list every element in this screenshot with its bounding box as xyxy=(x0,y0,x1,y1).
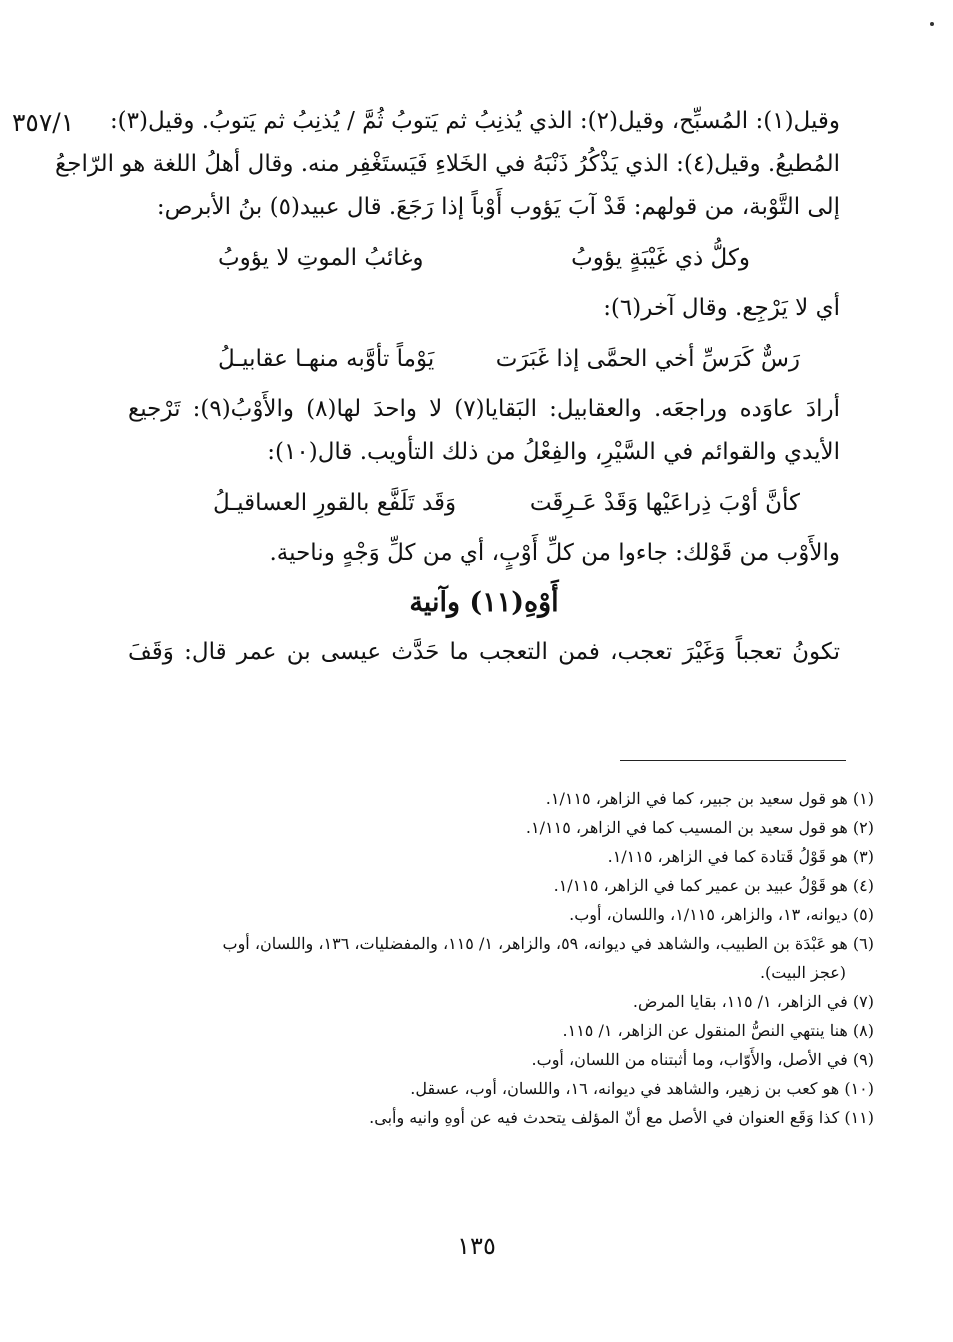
section-heading: أَوْهِ(١١) وآنية xyxy=(409,587,559,618)
footnote: (٥) ديوانه، ١٣، والزاهر، ١/١١٥، واللسان، أوب. xyxy=(569,905,874,924)
footnote: (١١) كذا وَقَع العنوان في الأصل مع أنّ المؤلف يتحدث فيه عن أوهِ وانيه وأبى. xyxy=(369,1108,874,1127)
verse-first-hemistich: وكلُّ ذي غَيْبَةٍ يؤوبُ xyxy=(571,245,750,271)
verse-second-hemistich: يَوْماً تأوَّبه منهـا عقابيـلُ xyxy=(218,346,435,372)
verse-second-hemistich: وغائبُ الموتِ لا يؤوبُ xyxy=(218,245,424,271)
footnote: (١) هو قول سعيد بن جبير، كما في الزاهر، ١/١١٥. xyxy=(545,789,874,808)
footnotes xyxy=(134,784,874,1132)
footnote-separator xyxy=(620,760,846,761)
footnote: (١٠) هو كعب بن زهير، والشاهد في ديوانه، ١٦، واللسان، أوب، عسقل. xyxy=(410,1079,874,1098)
page-number: ١٣٥ xyxy=(457,1232,496,1260)
footnote: (٧) في الزاهر، ١/ ١١٥، بقايا المرض. xyxy=(632,992,874,1011)
margin-reference: ٣٥٧/١ xyxy=(12,108,75,137)
poetry-verse xyxy=(128,474,840,532)
body-line: وقيل(١): المُسبِّح، وقيل(٢): الذي يُذنِبُ ثم يَتوبُ ثُمَّ / يُذنِبُ ثم يَتوبُ. وقيل(٣): xyxy=(109,108,840,134)
footnote: (٨) هنا ينتهي النصُّ المنقول عن الزاهر، ١/ ١١٥. xyxy=(562,1021,874,1040)
poetry-verse xyxy=(128,330,840,388)
body-line: تكونُ تعجباً وَغَيْرَ تعجب، فمن التعجب ما حَدَّث عيسى بن عمر قال: وَقَفَ xyxy=(128,639,840,665)
footnote: (٣) هو قَوْلُ قَتادة كما في الزاهر، ١/١١٥. xyxy=(607,847,874,866)
verse-first-hemistich: كأنَّ أوْبَ ذِراعَيْها وَقَدْ عَـرِقَت xyxy=(529,490,800,516)
body-line: أرادَ عاوَده وراجعَه. والعقابيل: البَقايا(٧) لا واحدَ لها(٨) والأَوْبُ(٩): تَرْجيع xyxy=(128,396,841,422)
poetry-verse xyxy=(128,229,840,287)
body-line: المُطيعُ. وقيل(٤): الذي يَذْكُرُ ذَنْبَهُ في الخَلاءِ فَيَستَغْفِر منه. وقال أهلُ اللغة هو الرّاجعُ xyxy=(55,151,840,177)
body-line: والأَوْب من قَوْلك: جاءوا من كلِّ أَوْبٍ، أي من كلِّ وَجْهٍ وناحية. xyxy=(269,540,840,566)
verse-second-hemistich: وَقَد تَلَفَّع بالقورِ العساقيـلُ xyxy=(213,490,457,516)
verse-first-hemistich: رَسٌّ كَرَسِّ أخي الحمَّى إذا غَبَرَت xyxy=(495,346,800,372)
footnote: (٩) في الأصل، والأَوّاب، وما أثبتناه من اللسان، أوب. xyxy=(531,1050,874,1069)
footnote: (٦) هو عَبْدَة بن الطبيب، والشاهد في ديوانه، ٥٩، والزاهر، ١/ ١١٥، والمفضليات، ١٣٦، واللسان، أوب xyxy=(222,934,874,953)
footnote-continuation: (عجز البيت). xyxy=(759,963,846,982)
corner-dot xyxy=(930,22,934,26)
body-line: إلى التَّوْبة، من قولهم: قَدْ آبَ يَؤوب أَوْباً إذا رَجَعَ. قال عبيد(٥) بنُ الأبرص: xyxy=(156,194,840,220)
footnote: (٢) هو قول سعيد بن المسيب كما في الزاهر، ١/١١٥. xyxy=(525,818,874,837)
main-text xyxy=(55,100,841,674)
body-line: الأيدي والقوائم في السَّيْرِ، والفِعْلُ من ذلك التأويب. قال(١٠): xyxy=(267,439,840,465)
body-line: أي لا يَرْجِع. وقال آخر(٦): xyxy=(603,295,840,321)
footnote: (٤) هو قَوْلُ عبيد بن عمير كما في الزاهر، ١/١١٥. xyxy=(553,876,874,895)
